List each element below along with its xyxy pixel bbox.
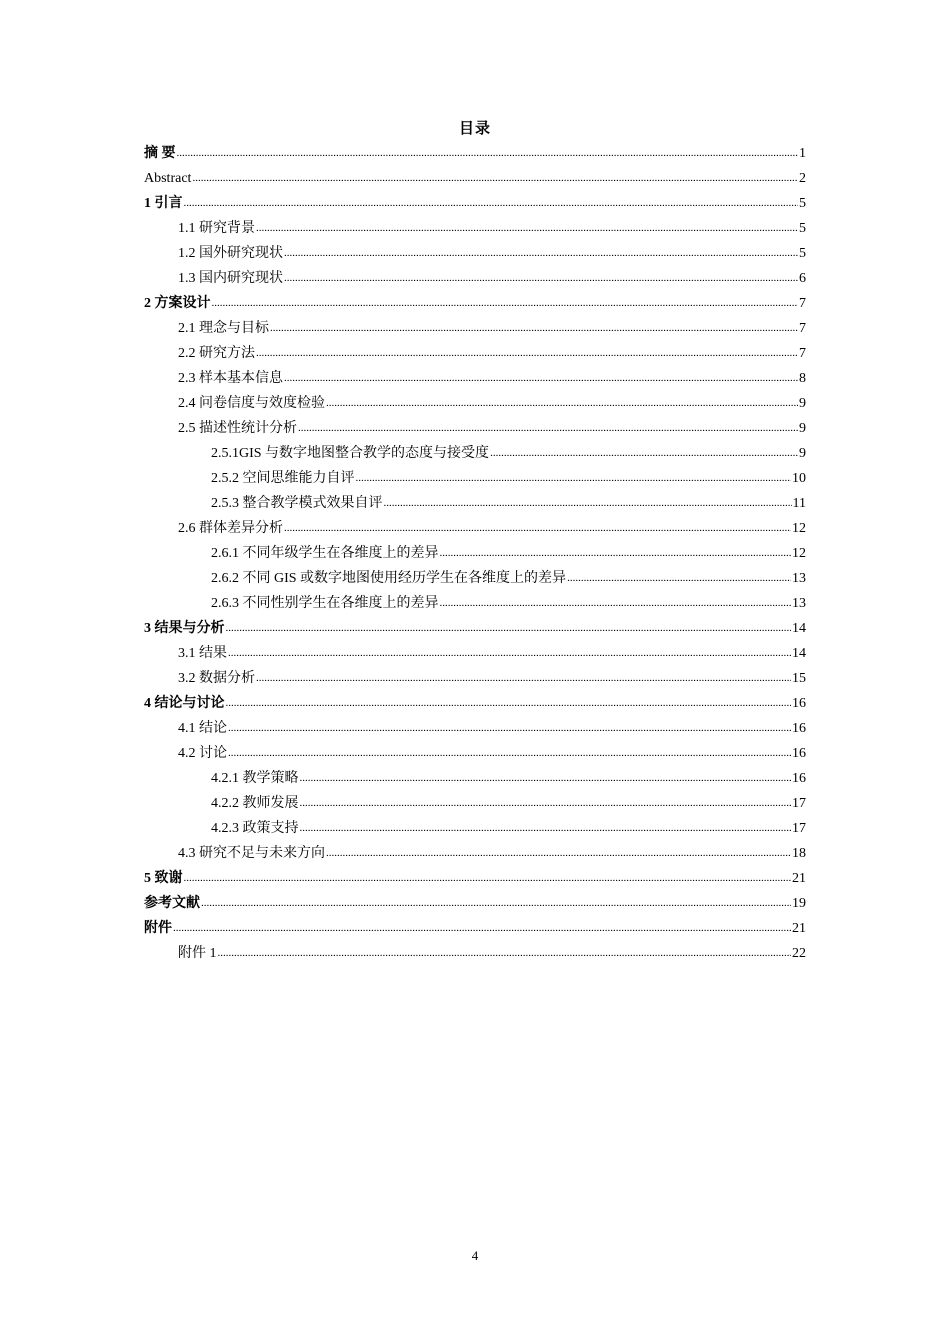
toc-entry-page: 12: [792, 546, 806, 561]
toc-entry[interactable]: [144, 391, 806, 416]
toc-entry-label: 附件: [144, 921, 172, 936]
toc-title: 目录: [458, 121, 491, 137]
toc-entry-page: 14: [792, 621, 806, 636]
toc-entry[interactable]: [144, 516, 806, 541]
table-of-contents: [144, 141, 806, 966]
toc-entry-page: 15: [792, 671, 806, 686]
toc-entry-page: 2: [799, 171, 806, 186]
toc-entry-label: 4.1 结论: [178, 721, 227, 736]
toc-entry[interactable]: [144, 141, 806, 166]
toc-dot-leader: [228, 641, 791, 666]
toc-entry-label: 3.1 结果: [178, 646, 227, 661]
toc-dot-leader: [173, 916, 791, 941]
toc-entry-label: 附件 1: [178, 946, 217, 961]
toc-entry[interactable]: [144, 266, 806, 291]
toc-entry-page: 5: [799, 196, 806, 211]
toc-entry[interactable]: [144, 216, 806, 241]
toc-entry-label: 2.1 理念与目标: [178, 321, 269, 336]
toc-dot-leader: [356, 466, 792, 491]
toc-entry-page: 10: [792, 471, 806, 486]
toc-dot-leader: [490, 441, 798, 466]
toc-entry[interactable]: [144, 666, 806, 691]
toc-entry[interactable]: [144, 316, 806, 341]
toc-entry-page: 7: [799, 296, 806, 311]
toc-entry[interactable]: [144, 166, 806, 191]
toc-entry[interactable]: [144, 791, 806, 816]
toc-entry-label: Abstract: [144, 171, 192, 186]
toc-entry[interactable]: [144, 191, 806, 216]
toc-entry-label: 2.5 描述性统计分析: [178, 421, 297, 436]
toc-entry-page: 9: [799, 446, 806, 461]
toc-dot-leader: [284, 516, 791, 541]
toc-entry-page: 16: [792, 746, 806, 761]
toc-entry-label: 2.6.1 不同年级学生在各维度上的差异: [211, 546, 439, 561]
toc-entry[interactable]: [144, 916, 806, 941]
toc-entry[interactable]: [144, 341, 806, 366]
toc-entry-label: 4.2.3 政策支持: [211, 821, 299, 836]
toc-dot-leader: [184, 866, 792, 891]
toc-entry-page: 7: [799, 321, 806, 336]
toc-entry-page: 6: [799, 271, 806, 286]
toc-dot-leader: [384, 491, 792, 516]
toc-entry-page: 17: [792, 796, 806, 811]
toc-dot-leader: [270, 316, 798, 341]
toc-dot-leader: [298, 416, 798, 441]
toc-dot-leader: [300, 791, 792, 816]
toc-entry-page: 7: [799, 346, 806, 361]
toc-entry-label: 2.6 群体差异分析: [178, 521, 283, 536]
toc-entry-page: 13: [792, 571, 806, 586]
toc-dot-leader: [326, 391, 798, 416]
toc-entry-label: 5 致谢: [144, 871, 183, 886]
toc-entry-page: 22: [792, 946, 806, 961]
toc-entry-label: 4 结论与讨论: [144, 696, 225, 711]
toc-entry[interactable]: [144, 816, 806, 841]
toc-entry-page: 17: [792, 821, 806, 836]
toc-dot-leader: [567, 566, 791, 591]
toc-entry[interactable]: [144, 641, 806, 666]
toc-entry-label: 参考文献: [144, 896, 200, 911]
toc-entry[interactable]: [144, 766, 806, 791]
toc-entry[interactable]: [144, 241, 806, 266]
toc-entry[interactable]: [144, 291, 806, 316]
toc-entry-label: 4.2.1 教学策略: [211, 771, 299, 786]
toc-dot-leader: [212, 291, 799, 316]
toc-entry-page: 21: [792, 921, 806, 936]
toc-entry-label: 2.6.2 不同 GIS 或数字地图使用经历学生在各维度上的差异: [211, 571, 567, 586]
toc-entry[interactable]: [144, 591, 806, 616]
toc-dot-leader: [440, 541, 792, 566]
toc-dot-leader: [256, 216, 798, 241]
toc-entry[interactable]: [144, 416, 806, 441]
toc-entry[interactable]: [144, 866, 806, 891]
toc-entry-page: 12: [792, 521, 806, 536]
toc-entry[interactable]: [144, 941, 806, 966]
toc-entry-label: 2.2 研究方法: [178, 346, 255, 361]
toc-dot-leader: [184, 191, 799, 216]
toc-entry[interactable]: [144, 566, 806, 591]
toc-entry-page: 5: [799, 246, 806, 261]
toc-entry[interactable]: [144, 466, 806, 491]
toc-entry[interactable]: [144, 491, 806, 516]
toc-dot-leader: [192, 166, 798, 191]
toc-entry-label: 2.5.1GIS 与数字地图整合教学的态度与接受度: [211, 446, 490, 461]
toc-entry[interactable]: [144, 541, 806, 566]
toc-entry-label: 1.3 国内研究现状: [178, 271, 283, 286]
toc-dot-leader: [226, 616, 792, 641]
toc-dot-leader: [300, 766, 792, 791]
toc-entry-label: 3 结果与分析: [144, 621, 225, 636]
toc-dot-leader: [256, 341, 798, 366]
toc-entry-label: 2.6.3 不同性别学生在各维度上的差异: [211, 596, 439, 611]
toc-entry-label: 2.5.2 空间思维能力自评: [211, 471, 355, 486]
toc-dot-leader: [228, 741, 791, 766]
toc-entry-page: 21: [792, 871, 806, 886]
toc-entry[interactable]: [144, 716, 806, 741]
toc-entry[interactable]: [144, 891, 806, 916]
toc-entry[interactable]: [144, 841, 806, 866]
toc-entry[interactable]: [144, 691, 806, 716]
toc-entry-page: 18: [792, 846, 806, 861]
toc-entry-page: 13: [792, 596, 806, 611]
toc-entry-page: 19: [792, 896, 806, 911]
page-number: 4: [471, 1248, 479, 1263]
toc-entry-label: 2 方案设计: [144, 296, 211, 311]
toc-entry[interactable]: [144, 616, 806, 641]
toc-dot-leader: [284, 241, 798, 266]
toc-entry-page: 14: [792, 646, 806, 661]
toc-dot-leader: [326, 841, 791, 866]
toc-entry-page: 1: [799, 146, 806, 161]
toc-entry-label: 摘 要: [144, 146, 176, 161]
toc-entry-label: 1.2 国外研究现状: [178, 246, 283, 261]
toc-dot-leader: [440, 591, 792, 616]
toc-entry-label: 2.4 问卷信度与效度检验: [178, 396, 325, 411]
toc-entry-page: 8: [799, 371, 806, 386]
toc-entry-page: 16: [792, 771, 806, 786]
toc-dot-leader: [300, 816, 792, 841]
toc-entry-page: 11: [792, 496, 806, 511]
toc-entry-label: 4.2.2 教师发展: [211, 796, 299, 811]
toc-entry-page: 9: [799, 421, 806, 436]
toc-dot-leader: [284, 266, 798, 291]
toc-dot-leader: [256, 666, 791, 691]
toc-entry-page: 16: [792, 696, 806, 711]
toc-entry-label: 4.2 讨论: [178, 746, 227, 761]
toc-dot-leader: [177, 141, 799, 166]
toc-entry[interactable]: [144, 741, 806, 766]
toc-entry-label: 2.5.3 整合教学模式效果自评: [211, 496, 383, 511]
toc-entry[interactable]: [144, 366, 806, 391]
toc-entry-page: 9: [799, 396, 806, 411]
toc-entry[interactable]: [144, 441, 806, 466]
toc-entry-label: 4.3 研究不足与未来方向: [178, 846, 325, 861]
toc-entry-label: 1.1 研究背景: [178, 221, 255, 236]
toc-entry-label: 2.3 样本基本信息: [178, 371, 283, 386]
toc-dot-leader: [201, 891, 791, 916]
toc-entry-label: 1 引言: [144, 196, 183, 211]
toc-entry-page: 16: [792, 721, 806, 736]
toc-dot-leader: [284, 366, 798, 391]
toc-dot-leader: [228, 716, 791, 741]
toc-dot-leader: [226, 691, 792, 716]
toc-dot-leader: [218, 941, 792, 966]
toc-entry-page: 5: [799, 221, 806, 236]
toc-entry-label: 3.2 数据分析: [178, 671, 255, 686]
